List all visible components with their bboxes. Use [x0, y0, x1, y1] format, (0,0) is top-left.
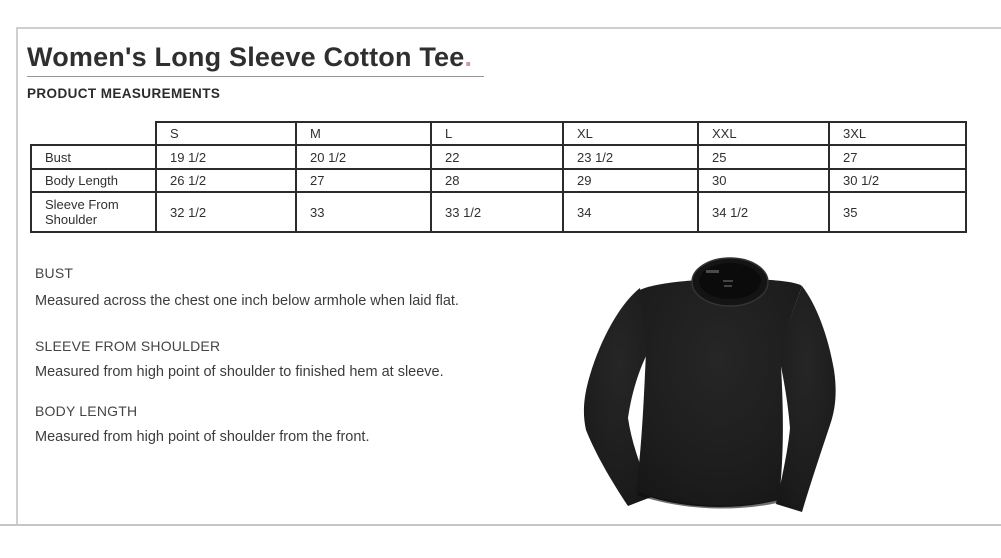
cell-bodylength-s: 26 1/2 — [156, 169, 296, 192]
size-column-header-m: M — [296, 122, 431, 145]
size-chart-header-row — [31, 122, 966, 145]
cell-bust-l: 22 — [431, 145, 563, 169]
cell-bust-s: 19 1/2 — [156, 145, 296, 169]
size-column-header-l: L — [431, 122, 563, 145]
tee-body — [636, 279, 802, 507]
table-row-bust — [31, 145, 966, 169]
title-underline — [27, 76, 484, 77]
size-column-header-3xl: 3XL — [829, 122, 966, 145]
row-label-sleeve-from-shoulder: Sleeve From Shoulder — [31, 192, 156, 232]
table-row-sleeve-from-shoulder — [31, 192, 966, 232]
row-label-bust: Bust — [31, 145, 156, 169]
cell-bodylength-l: 28 — [431, 169, 563, 192]
note-description-bust: Measured across the chest one inch below armhole when laid flat. — [35, 293, 459, 309]
note-description-body-length: Measured from high point of shoulder from the front. — [35, 429, 370, 445]
cell-sleeve-m: 33 — [296, 192, 431, 232]
cell-bust-xxl: 25 — [698, 145, 829, 169]
cell-sleeve-xl: 34 — [563, 192, 698, 232]
title-period-artifact: . — [464, 42, 473, 72]
cell-bodylength-m: 27 — [296, 169, 431, 192]
cell-bodylength-3xl: 30 1/2 — [829, 169, 966, 192]
cell-sleeve-s: 32 1/2 — [156, 192, 296, 232]
note-description-sleeve-from-shoulder: Measured from high point of shoulder to finished hem at sleeve. — [35, 364, 444, 380]
note-heading-sleeve-from-shoulder: SLEEVE FROM SHOULDER — [35, 338, 221, 354]
cell-sleeve-3xl: 35 — [829, 192, 966, 232]
size-column-header-xl: XL — [563, 122, 698, 145]
note-heading-bust: BUST — [35, 265, 74, 281]
cell-bust-3xl: 27 — [829, 145, 966, 169]
row-label-body-length: Body Length — [31, 169, 156, 192]
cell-bodylength-xxl: 30 — [698, 169, 829, 192]
size-column-header-s: S — [156, 122, 296, 145]
product-photo-black-long-sleeve-tee — [560, 240, 880, 540]
size-chart-table — [30, 121, 967, 233]
page-title-text: Women's Long Sleeve Cotton Tee — [27, 42, 465, 72]
cell-bodylength-xl: 29 — [563, 169, 698, 192]
cell-bust-m: 20 1/2 — [296, 145, 431, 169]
cell-sleeve-l: 33 1/2 — [431, 192, 563, 232]
note-heading-body-length: BODY LENGTH — [35, 403, 138, 419]
page-title — [27, 42, 472, 73]
size-column-header-xxl: XXL — [698, 122, 829, 145]
table-row-body-length — [31, 169, 966, 192]
cell-bust-xl: 23 1/2 — [563, 145, 698, 169]
cell-sleeve-xxl: 34 1/2 — [698, 192, 829, 232]
section-heading-product-measurements: PRODUCT MEASUREMENTS — [27, 86, 221, 101]
size-chart-corner-cell — [31, 122, 156, 145]
